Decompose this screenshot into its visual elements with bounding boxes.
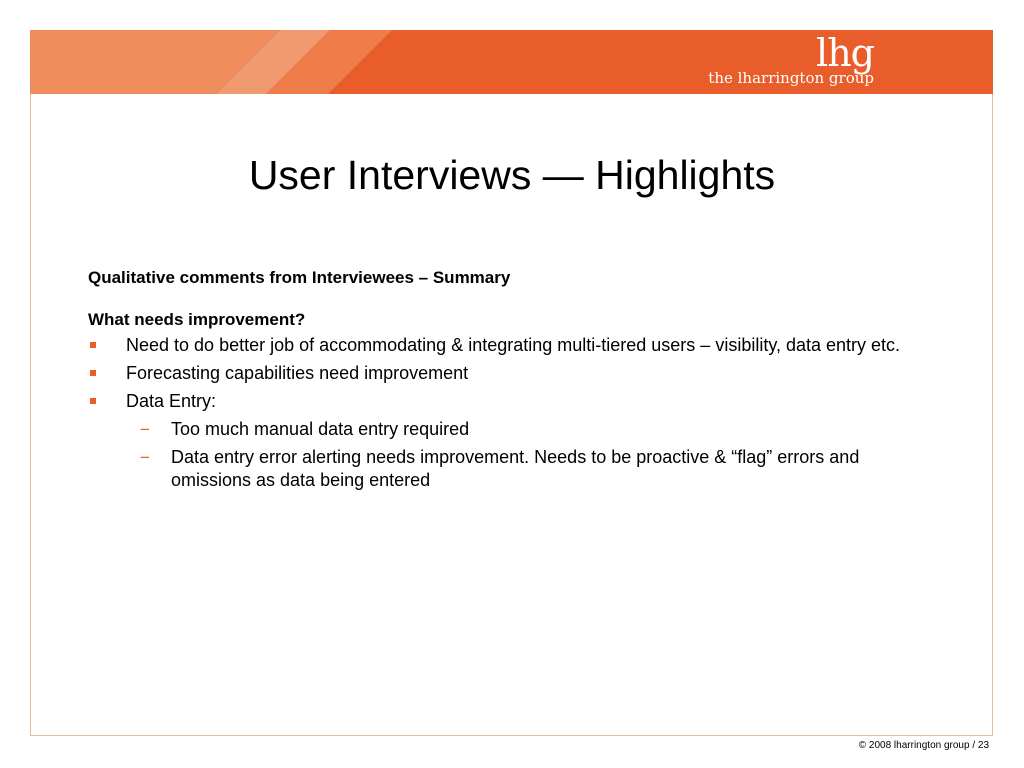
bullet-item <box>88 362 918 385</box>
bullet-list <box>88 334 918 492</box>
slide-title: User Interviews — Highlights <box>248 152 776 198</box>
dash-bullet-icon: − <box>140 420 150 439</box>
bullet-text: Need to do better job of accommodating & integrating multi-tiered users – visibility, data entry etc. <box>126 335 901 355</box>
slide-content <box>88 266 918 497</box>
logo-mark: lhg <box>816 31 874 75</box>
footer-copyright: © 2008 lharrington group / 23 <box>858 740 989 751</box>
slide-subtitle: Qualitative comments from Interviewees – Summary <box>88 268 511 287</box>
sub-bullet-list <box>126 418 918 492</box>
section-heading: What needs improvement? <box>88 310 306 329</box>
sub-bullet-item <box>126 418 918 441</box>
sub-bullet-text: Data entry error alerting needs improvement. Needs to be proactive & “flag” errors and omissions as data being entered <box>171 447 860 490</box>
bullet-text: Forecasting capabilities need improvement <box>126 363 469 383</box>
logo-name: the lharrington group <box>708 69 874 87</box>
square-bullet-icon <box>90 370 96 376</box>
sub-bullet-text: Too much manual data entry required <box>171 419 470 439</box>
dash-bullet-icon: − <box>140 448 150 467</box>
sub-bullet-item <box>126 446 918 492</box>
company-logo <box>704 33 874 93</box>
bullet-text: Data Entry: <box>126 391 217 411</box>
bullet-item <box>88 334 918 357</box>
bullet-item <box>88 390 918 492</box>
square-bullet-icon <box>90 342 96 348</box>
square-bullet-icon <box>90 398 96 404</box>
